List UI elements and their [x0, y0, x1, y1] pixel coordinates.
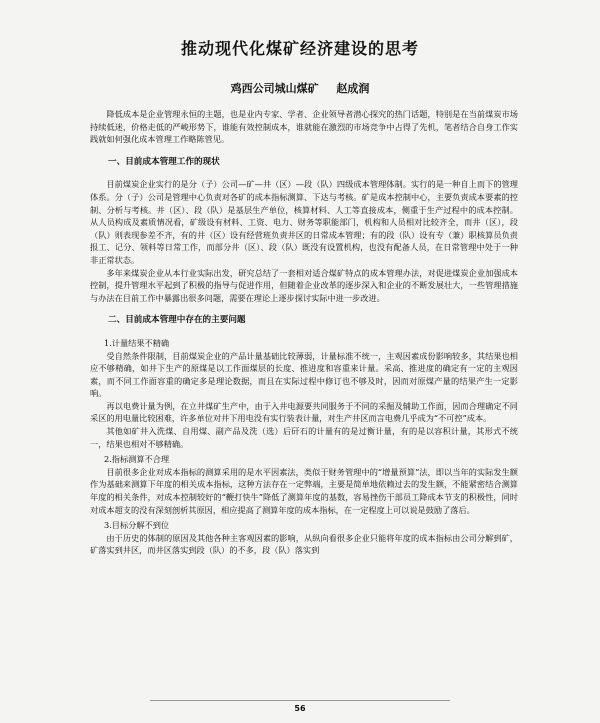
- body-paragraph: 由于历史的体制的原因及其他各种主客观因素的影响，从纵向看很多企业只能将年度的成本指标由公司分解到矿，矿落实到井区，而井区落实到段（队）的不多，段（队）落实到: [90, 532, 518, 556]
- author-byline: 鸡西公司城山煤矿 赵成润: [230, 82, 370, 95]
- body-paragraph: 多年来煤炭企业从本行业实际出发，研究总结了一套相对适合煤矿特点的成本管理办法，对促进煤炭企业加强成本控制，提升管理水平起到了积极的指导与促进作用，但随着企业改革的逐步深入和企业的不断发展壮大，一些管理措施与办法在目前工作中暴露出很多问题，需要在理论上逐步探讨实际中进一步改进。: [90, 267, 518, 303]
- subheading-1: 1.计量结果不精确: [104, 337, 170, 348]
- body-paragraph: 其他如矿井入洗煤、自用煤、副产品及洗（选）后矸石的计量有的是过衡计量，有的是以容积计量，其形式不统一，结果也相对不够精确。: [90, 426, 518, 449]
- subheading-2: 2.指标测算不合理: [104, 454, 170, 465]
- body-paragraph: 目前很多企业对成本指标的测算采用的是水平因素法，类似于财务管理中的“增量预算”法，即以当年的实际发生额作为基础来测算下年度的相关成本指标，这种方法存在一定弊端，主要是简单地依赖过去的发生额，不能紧密结合测算年度的相关条件，对成本控制较好的“鞭打快牛”降低了测算年度的基数，容易挫伤干部员工降成本节支的积极性，同时对成本超支的没有深刻剖析其原因，相应提高了测算年度的成本指标，在一定程度上可以说是鼓励了落后。: [90, 466, 518, 515]
- section-heading-2: 二、目前成本管理中存在的主要问题: [108, 315, 246, 326]
- body-paragraph: 再以电费计量为例，在立井煤矿生产中，由于入井电源要共同服务于不同的采掘及辅助工作面，因而合理确定不同采区的用电量比较困难，许多单位对井下用电没有实行装表计量，对生产井区而言电费几乎成为“不可控”成本。: [90, 400, 518, 424]
- page-number: 56: [294, 704, 306, 713]
- body-paragraph: 受自然条件限制，目前煤炭企业的产品计量基础比较薄弱，计量标准不统一，主观因素成份影响较多，其结果也相应不够精确，如井下生产的原煤是以工作面煤层的长度、推进度和容重来计量。采高、推进度的确定有一定的主观因素，而不同工作面容重的确定多是理论数据，而且在实际过程中修订也不够及时，因而对原煤产量的结果产生一定影响。: [90, 350, 518, 399]
- section-heading-1: 一、目前成本管理工作的现状: [108, 156, 220, 167]
- intro-paragraph: 降低成本是企业管理永恒的主题，也是业内专家、学者、企业领导者潜心探究的热门话题，特别是在当前煤炭市场持续低迷，价格走低的严峻形势下，谁能有效控制成本，谁就能在激烈的市场竞争中占得了先机，笔者结合自身工作实践就如何强化成本管理工作略陈管见。: [90, 109, 518, 145]
- footer-rule: [150, 700, 450, 701]
- subheading-3: 3.目标分解不到位: [104, 520, 170, 531]
- body-paragraph: 目前煤炭企业实行的是分（子）公司—矿—井（区）—段（队）四级成本管理体制。实行的是一种自上而下的管理体系。分（子）公司是管理中心负责对各矿的成本指标测算、下达与考核。矿是成本控制中心，主要负责成本要素的控制、分析与考核。井（区）、段（队）是基层生产单位，核算材料、人工等直接成本，侧重于生产过程中的成本控制。从人员构成及素质情况看，矿级设有材料、工资、电力、财务等职能部门，机构和人员相对比较齐全，而井（区），段（队）则表现参差不齐，有的井（区）设有经营班负责井区的日常成本管理；有的段（队）设有专（兼）职核算员负责报工、记分、领料等日常工作，而部分井（区）、段（队）既没有设置机构，也没有配备人员，在日常管理中处于一种非正常状态。: [90, 179, 518, 265]
- article-body: [90, 108, 518, 557]
- article-title: 推动现代化煤矿经济建设的思考: [180, 39, 419, 58]
